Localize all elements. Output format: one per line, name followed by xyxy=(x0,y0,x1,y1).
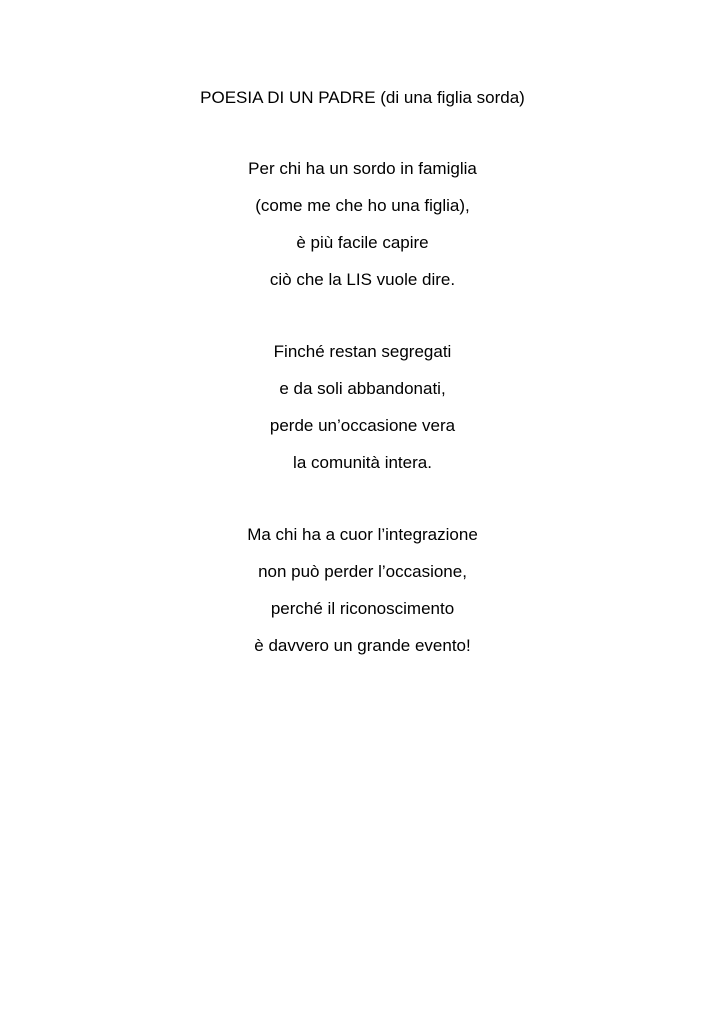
verse-line: perché il riconoscimento xyxy=(270,599,455,618)
stanza-3 xyxy=(0,524,725,672)
verse-line: è più facile capire xyxy=(296,233,429,252)
verse-line: Ma chi ha a cuor l’integrazione xyxy=(247,525,478,544)
verse-line: perde un’occasione vera xyxy=(269,416,456,435)
verse-line: la comunità intera. xyxy=(293,453,432,472)
verse-line: è davvero un grande evento! xyxy=(254,636,471,655)
verse-line: (come me che ho una figlia), xyxy=(255,196,470,215)
verse-line: ciò che la LIS vuole dire. xyxy=(269,270,456,289)
poem-title: POESIA DI UN PADRE (di una figlia sorda) xyxy=(200,88,525,107)
verse-line: e da soli abbandonati, xyxy=(279,379,446,398)
verse-line: Finché restan segregati xyxy=(273,342,452,361)
stanza-1 xyxy=(0,158,725,306)
stanza-2 xyxy=(0,341,725,489)
verse-line: Per chi ha un sordo in famiglia xyxy=(248,159,477,178)
verse-line: non può perder l’occasione, xyxy=(258,562,467,581)
